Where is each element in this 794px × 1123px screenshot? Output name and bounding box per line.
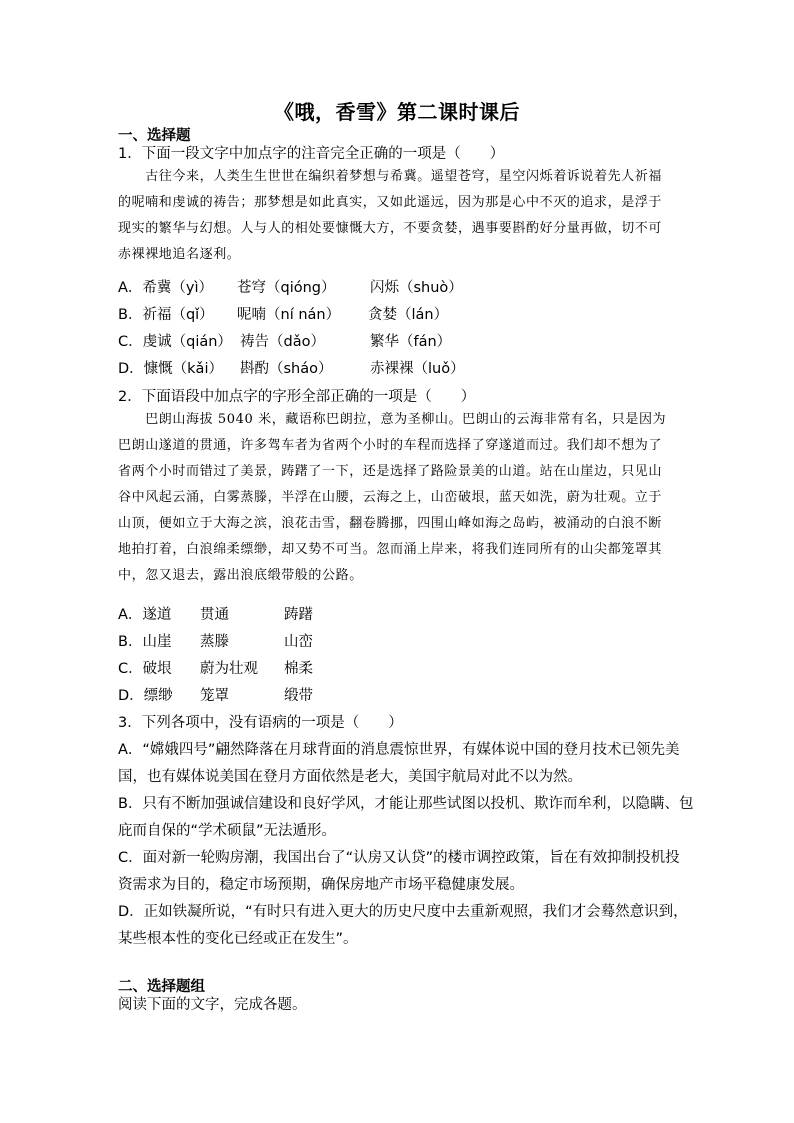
question-1-stem: 1．下面一段文字中加点字的注音完全正确的一项是（ ） xyxy=(118,146,505,162)
passage-line: 巴朗山遂道的贯通，许多驾车者为省两个小时的车程而选择了穿遂道而过。我们却不想为了 xyxy=(118,438,663,453)
passage-line: 巴朗山海拔 5040 米，藏语称巴朗拉，意为圣柳山。巴朗山的云海非常有名，只是因为 xyxy=(118,412,667,427)
option-line: C．面对新一轮购房潮，我国出台了“认房又认贷”的楼市调控政策，旨在有效抑制投机投 xyxy=(118,850,680,866)
option-word: A．遂道 xyxy=(118,607,172,623)
option-word: 蒸滕 xyxy=(200,634,229,650)
option-word: 斟酌（sháo） xyxy=(240,361,333,377)
section-heading-choice: 一、选择题 xyxy=(118,128,191,144)
option-word: 贪婪（lán） xyxy=(368,307,449,323)
option-word: C．虔诚（qián） xyxy=(118,334,232,350)
question-3-option-c xyxy=(118,845,683,899)
passage-line: 古往今来，人类生生世世在编织着梦想与希冀。遥望苍穹，星空闪烁着诉说着先人祈福 xyxy=(118,169,663,184)
option-line: 庇而自保的“学术硕鼠”无法遁形。 xyxy=(118,823,337,839)
option-line: A．“嫦娥四号”翩然降落在月球背面的消息震惊世界，有媒体说中国的登月技术已领先美 xyxy=(118,742,680,758)
question-3-stem: 3．下列各项中，没有语病的一项是（ ） xyxy=(118,715,403,731)
page-title: 《哦，香雪》第二课时课后 xyxy=(274,100,520,124)
option-word: 赤裸裸（luǒ） xyxy=(370,361,465,377)
passage-line: 省两个小时而错过了美景，踌躇了一下，还是选择了路险景美的山道。站在山崖边，只见山 xyxy=(118,464,663,479)
option-line: 资需求为目的，稳定市场预期，确保房地产市场平稳健康发展。 xyxy=(118,877,524,893)
option-word: 繁华（fán） xyxy=(370,334,452,350)
passage-line: 赤裸裸地追名逐利。 xyxy=(118,247,241,262)
option-word: A．希冀（yì） xyxy=(118,280,214,296)
section-heading-choice-group: 二、选择题组 xyxy=(118,979,205,995)
question-2-passage xyxy=(118,407,678,589)
option-word: 山峦 xyxy=(284,634,313,650)
option-word: 祷告（dǎo） xyxy=(240,334,325,350)
passage-line: 地拍打着，白浪绵柔缥缈，却又势不可当。忽而涌上岸来，将我们连同所有的山尖都笼罩其 xyxy=(118,542,663,557)
passage-line: 的呢喃和虔诚的祷告；那梦想是如此真实，又如此遥远，因为那是心中不灭的追求，是浮于 xyxy=(118,195,663,210)
option-line: 某些根本性的变化已经或正在发生”。 xyxy=(118,931,358,947)
option-word: D．慷慨（kǎi） xyxy=(118,361,223,377)
passage-line: 山顶，便如立于大海之滨，浪花击雪，翻卷腾挪，四围山峰如海之岛屿，被涌动的白浪不断 xyxy=(118,516,663,531)
option-word: B．山崖 xyxy=(118,634,172,650)
option-word: 呢喃（ní nán） xyxy=(237,307,341,323)
passage-line: 现实的繁华与幻想。人与人的相处要慷慨大方，不要贪婪，遇事要斟酌好分量再做，切不可 xyxy=(118,221,663,236)
option-word: 笼罩 xyxy=(200,688,229,704)
passage-line: 谷中风起云涌，白雾蒸滕，半浮在山腰，云海之上，山峦破垠，蓝天如洗，蔚为壮观。立于 xyxy=(118,490,663,505)
option-word: 棉柔 xyxy=(284,661,313,677)
option-line: 国，也有媒体说美国在登月方面依然是老大，美国宇航局对此不以为然。 xyxy=(118,769,582,785)
option-word: 踌躇 xyxy=(284,607,313,623)
question-2-stem: 2．下面语段中加点字的字形全部正确的一项是（ ） xyxy=(118,389,476,405)
option-line: B．只有不断加强诚信建设和良好学风，才能让那些试图以投机、欺诈而牟利，以隐瞒、包 xyxy=(118,796,694,812)
option-word: 贯通 xyxy=(200,607,229,623)
option-line: D．正如铁凝所说，“有时只有进入更大的历史尺度中去重新观照，我们才会蓦然意识到， xyxy=(118,904,688,920)
question-3-option-d xyxy=(118,899,688,953)
option-word: D．缥缈 xyxy=(118,688,173,704)
option-word: C．破垠 xyxy=(118,661,172,677)
option-word: 闪烁（shuò） xyxy=(370,280,463,296)
option-word: 蔚为壮观 xyxy=(200,661,258,677)
option-word: B．祈福（qǐ） xyxy=(118,307,214,323)
section-2-instruction: 阅读下面的文字，完成各题。 xyxy=(118,997,307,1013)
option-word: 苍穹（qióng） xyxy=(237,280,336,296)
passage-line: 中，忽又退去，露出浪底缎带般的公路。 xyxy=(118,568,363,583)
option-word: 缎带 xyxy=(284,688,313,704)
question-3-option-b xyxy=(118,791,694,845)
question-1-passage xyxy=(118,164,678,268)
question-3-option-a xyxy=(118,737,683,791)
